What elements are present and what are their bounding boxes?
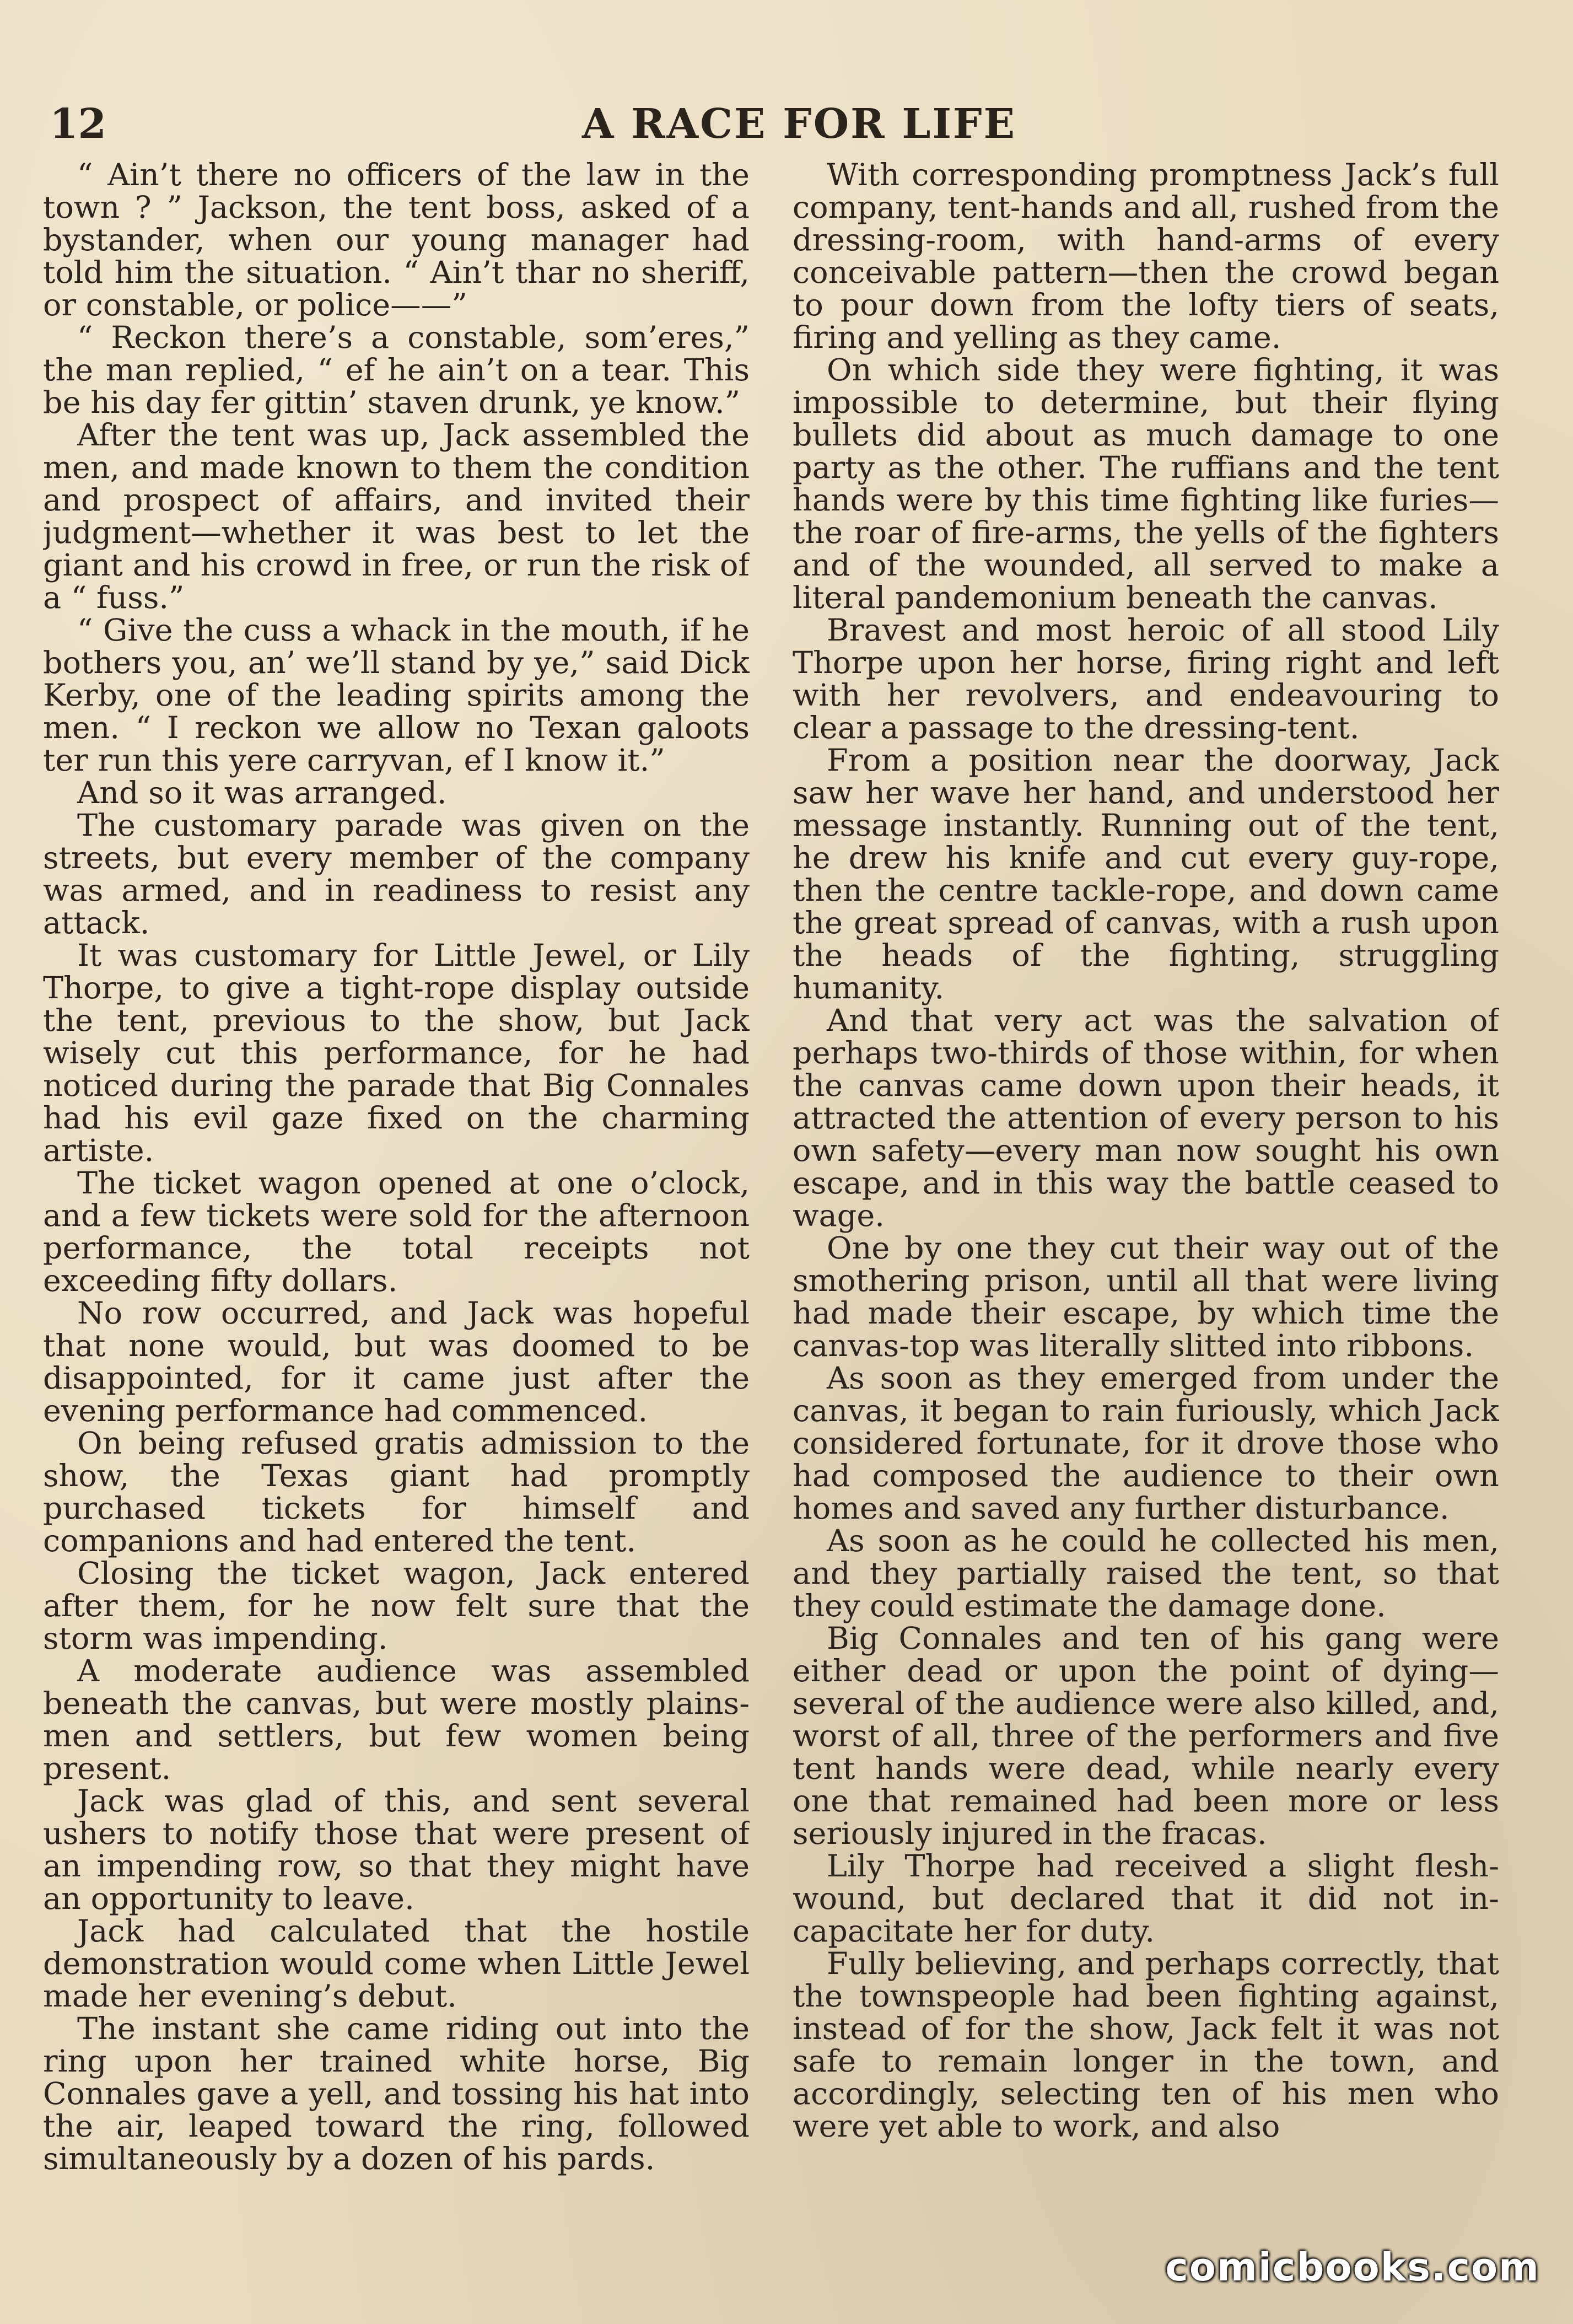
paragraph: The instant she came riding out into the ring upon her trained white horse, Big Connales gave a yell, and tossing his hat into the air, leaped toward the ring, followed simultaneously by a dozen of his pards. <box>43 2011 750 2177</box>
paragraph: Big Connales and ten of his gang were either dead or upon the point of dying—several of the audience were also killed, and, worst of all, three of the performers and five tent hands were dead, while nearly every one that remained had been more or less seriously injured in the fracas. <box>793 1621 1499 1852</box>
page-header <box>44 96 1554 152</box>
paragraph: “ Give the cuss a whack in the mouth, if he bothers you, an’ we’ll stand by ye,” said Dick Kerby, one of the leading spirits among the men. “ I reckon we allow no Texan galoots ter run this yere carryvan, ef I know it.” <box>43 612 750 778</box>
site-watermark: comicbooks.com <box>1165 2245 1540 2290</box>
paragraph: And that very act was the salvation of perhaps two-thirds of those within, for when the canvas came down upon their heads, it attracted the attention of every person to his own safety—every man now sought his own escape, and in this way the battle ceased to wage. <box>793 1003 1499 1234</box>
paragraph: One by one they cut their way out of the smothering prison, until all that were living had made their escape, by which time the canvas-top was literally slitted into ribbons. <box>793 1230 1499 1364</box>
paragraph: A moderate audience was assembled beneath the canvas, but were mostly plains-men and settlers, but few women being present. <box>43 1653 750 1787</box>
paragraph: Fully believing, and perhaps correctly, that the townspeople had been fighting against, instead of for the show, Jack felt it was not safe to remain longer in the town, and accordingly, selecting ten of his men who were yet able to work, and also <box>793 1946 1499 2144</box>
paragraph: With corresponding promptness Jack’s full company, tent-hands and all, rushed from the dressing-room, with hand-arms of every conceivable pattern—then the crowd began to pour down from the lofty tiers of seats, firing and yelling as they came. <box>793 159 1499 356</box>
paragraph: As soon as they emerged from under the canvas, it began to rain furiously, which Jack considered fortunate, for it drove those who had composed the audience to their own homes and saved any further disturbance. <box>793 1360 1499 1526</box>
page-number: 12 <box>50 100 106 148</box>
paragraph: Jack had calculated that the hostile demonstration would come when Little Jewel made her evening’s debut. <box>43 1913 750 2014</box>
paragraph: As soon as he could he collected his men, and they partially raised the tent, so that they could estimate the damage done. <box>793 1523 1499 1624</box>
paragraph: The ticket wagon opened at one o’clock, and a few tickets were sold for the afternoon performance, the total receipts not exceeding fifty dollars. <box>43 1165 750 1299</box>
paragraph: And so it was arranged. <box>77 775 447 811</box>
paragraph: “ Ain’t there no officers of the law in the town ? ” Jackson, the tent boss, asked of a bystander, when our young manager had told him the situation. “ Ain’t thar no sheriff, or constable, or police——” <box>43 159 750 323</box>
paragraph: Lily Thorpe had received a slight flesh-wound, but declared that it did not in-capacitate her for duty. <box>793 1848 1499 1949</box>
paragraph: No row occurred, and Jack was hopeful that none would, but was doomed to be disappointed, for it came just after the evening performance had commenced. <box>43 1295 750 1429</box>
left-column <box>43 159 750 2248</box>
paragraph: After the tent was up, Jack assembled the men, and made known to them the condition and prospect of affairs, and invited their judgment—whether it was best to let the giant and his crowd in free, or run the risk of a “ fuss.” <box>43 417 750 616</box>
paragraph: On being refused gratis admission to the show, the Texas giant had promptly purchased tickets for himself and companions and had entered the tent. <box>43 1425 750 1559</box>
paragraph: Jack was glad of this, and sent several ushers to notify those that were present of an impending row, so that they might have an opportunity to leave. <box>43 1783 750 1917</box>
paragraph: It was customary for Little Jewel, or Lily Thorpe, to give a tight-rope display outside the tent, previous to the show, but Jack wisely cut this performance, for he had noticed during the parade that Big Connales had his evil gaze fixed on the charming artiste. <box>43 938 750 1169</box>
paragraph: “ Reckon there’s a constable, som’eres,” the man replied, “ ef he ain’t on a tear. This be his day fer gittin’ staven drunk, ye know.” <box>43 320 750 421</box>
paragraph: Bravest and most heroic of all stood Lily Thorpe upon her horse, firing right and left with her revolvers, and endeavouring to clear a passage to the dressing-tent. <box>793 612 1499 746</box>
paragraph: On which side they were fighting, it was impossible to determine, but their flying bullets did about as much damage to one party as the other. The ruffians and the tent hands were by this time fighting like furies—the roar of fire-arms, the yells of the fighters and of the wounded, all served to make a literal pandemonium beneath the canvas. <box>793 352 1499 616</box>
paragraph: The customary parade was given on the streets, but every member of the company was armed, and in readiness to resist any attack. <box>43 808 750 941</box>
paragraph: From a position near the doorway, Jack saw her wave her hand, and understood her message instantly. Running out of the tent, he drew his knife and cut every guy-rope, then the centre tackle-rope, and down came the great spread of canvas, with a rush upon the heads of the fighting, struggling humanity. <box>793 743 1499 1006</box>
right-column <box>793 159 1499 2248</box>
running-title: A RACE FOR LIFE <box>582 100 1016 148</box>
paragraph: Closing the ticket wagon, Jack entered after them, for he now felt sure that the storm was impending. <box>43 1556 750 1656</box>
